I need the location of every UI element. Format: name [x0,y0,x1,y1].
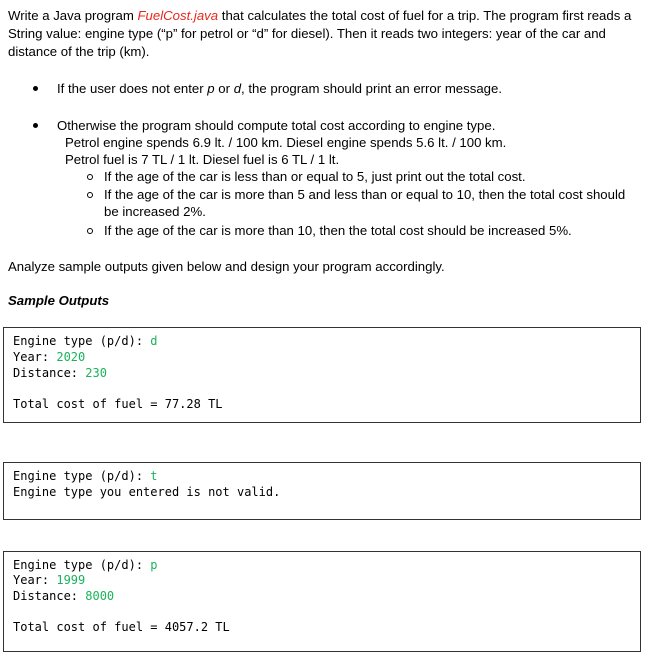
circle-bullet-icon [87,192,93,198]
console-line-distance: Distance: 230 [13,366,107,380]
detail-line-consumption: Petrol engine spends 6.9 lt. / 100 km. Diesel engine spends 5.6 lt. / 100 km. [65,135,507,150]
console-line-error: Engine type you entered is not valid. [13,485,281,499]
sub-bullet-age-over-10: If the age of the car is more than 10, then the total cost should be increased 5%. [104,223,572,238]
sub-bullet-age-10: If the age of the car is more than 5 and less than or equal to 10, then the total cost should be increased 2%. [104,187,626,219]
sample-output-box-diesel [3,327,641,423]
console-line-year: Year: 2020 [13,350,86,364]
bullet-dot-icon [33,86,38,91]
bullet-text: If the user does not enter p or d, the program should print an error message. [57,81,502,96]
console-line-year: Year: 1999 [13,573,86,587]
intro-text-before: Write a Java program [8,8,138,23]
console-line-engine: Engine type (p/d): d [13,334,158,348]
intro-paragraph [8,7,638,61]
console-line-engine: Engine type (p/d): p [13,558,158,572]
intro-text-after: that calculates the total cost of fuel for a trip. The program first reads a String value: engine type (“p” for petrol or “d” for diesel). Then it reads two integers: year of the car and distance of the trip (km). [8,8,632,59]
sample-outputs-heading: Sample Outputs [8,293,110,308]
console-line-engine: Engine type (p/d): t [13,469,158,483]
sub-bullet-age-5: If the age of the car is less than or equal to 5, just print out the total cost. [104,169,526,184]
bullet-text: Otherwise the program should compute total cost according to engine type. [57,118,496,133]
console-line-distance: Distance: 8000 [13,589,115,603]
console-line-result: Total cost of fuel = 4057.2 TL [13,620,230,634]
detail-line-fuel-price: Petrol fuel is 7 TL / 1 lt. Diesel fuel is 6 TL / 1 lt. [65,152,340,167]
circle-bullet-icon [87,174,93,180]
filename: FuelCost.java [137,8,219,23]
bullet-dot-icon [33,123,38,128]
circle-bullet-icon [87,228,93,234]
analyze-instruction: Analyze sample outputs given below and design your program accordingly. [8,259,445,274]
sample-output-box-petrol [3,551,641,652]
sample-output-box-invalid [3,462,641,520]
console-line-result: Total cost of fuel = 77.28 TL [13,397,223,411]
